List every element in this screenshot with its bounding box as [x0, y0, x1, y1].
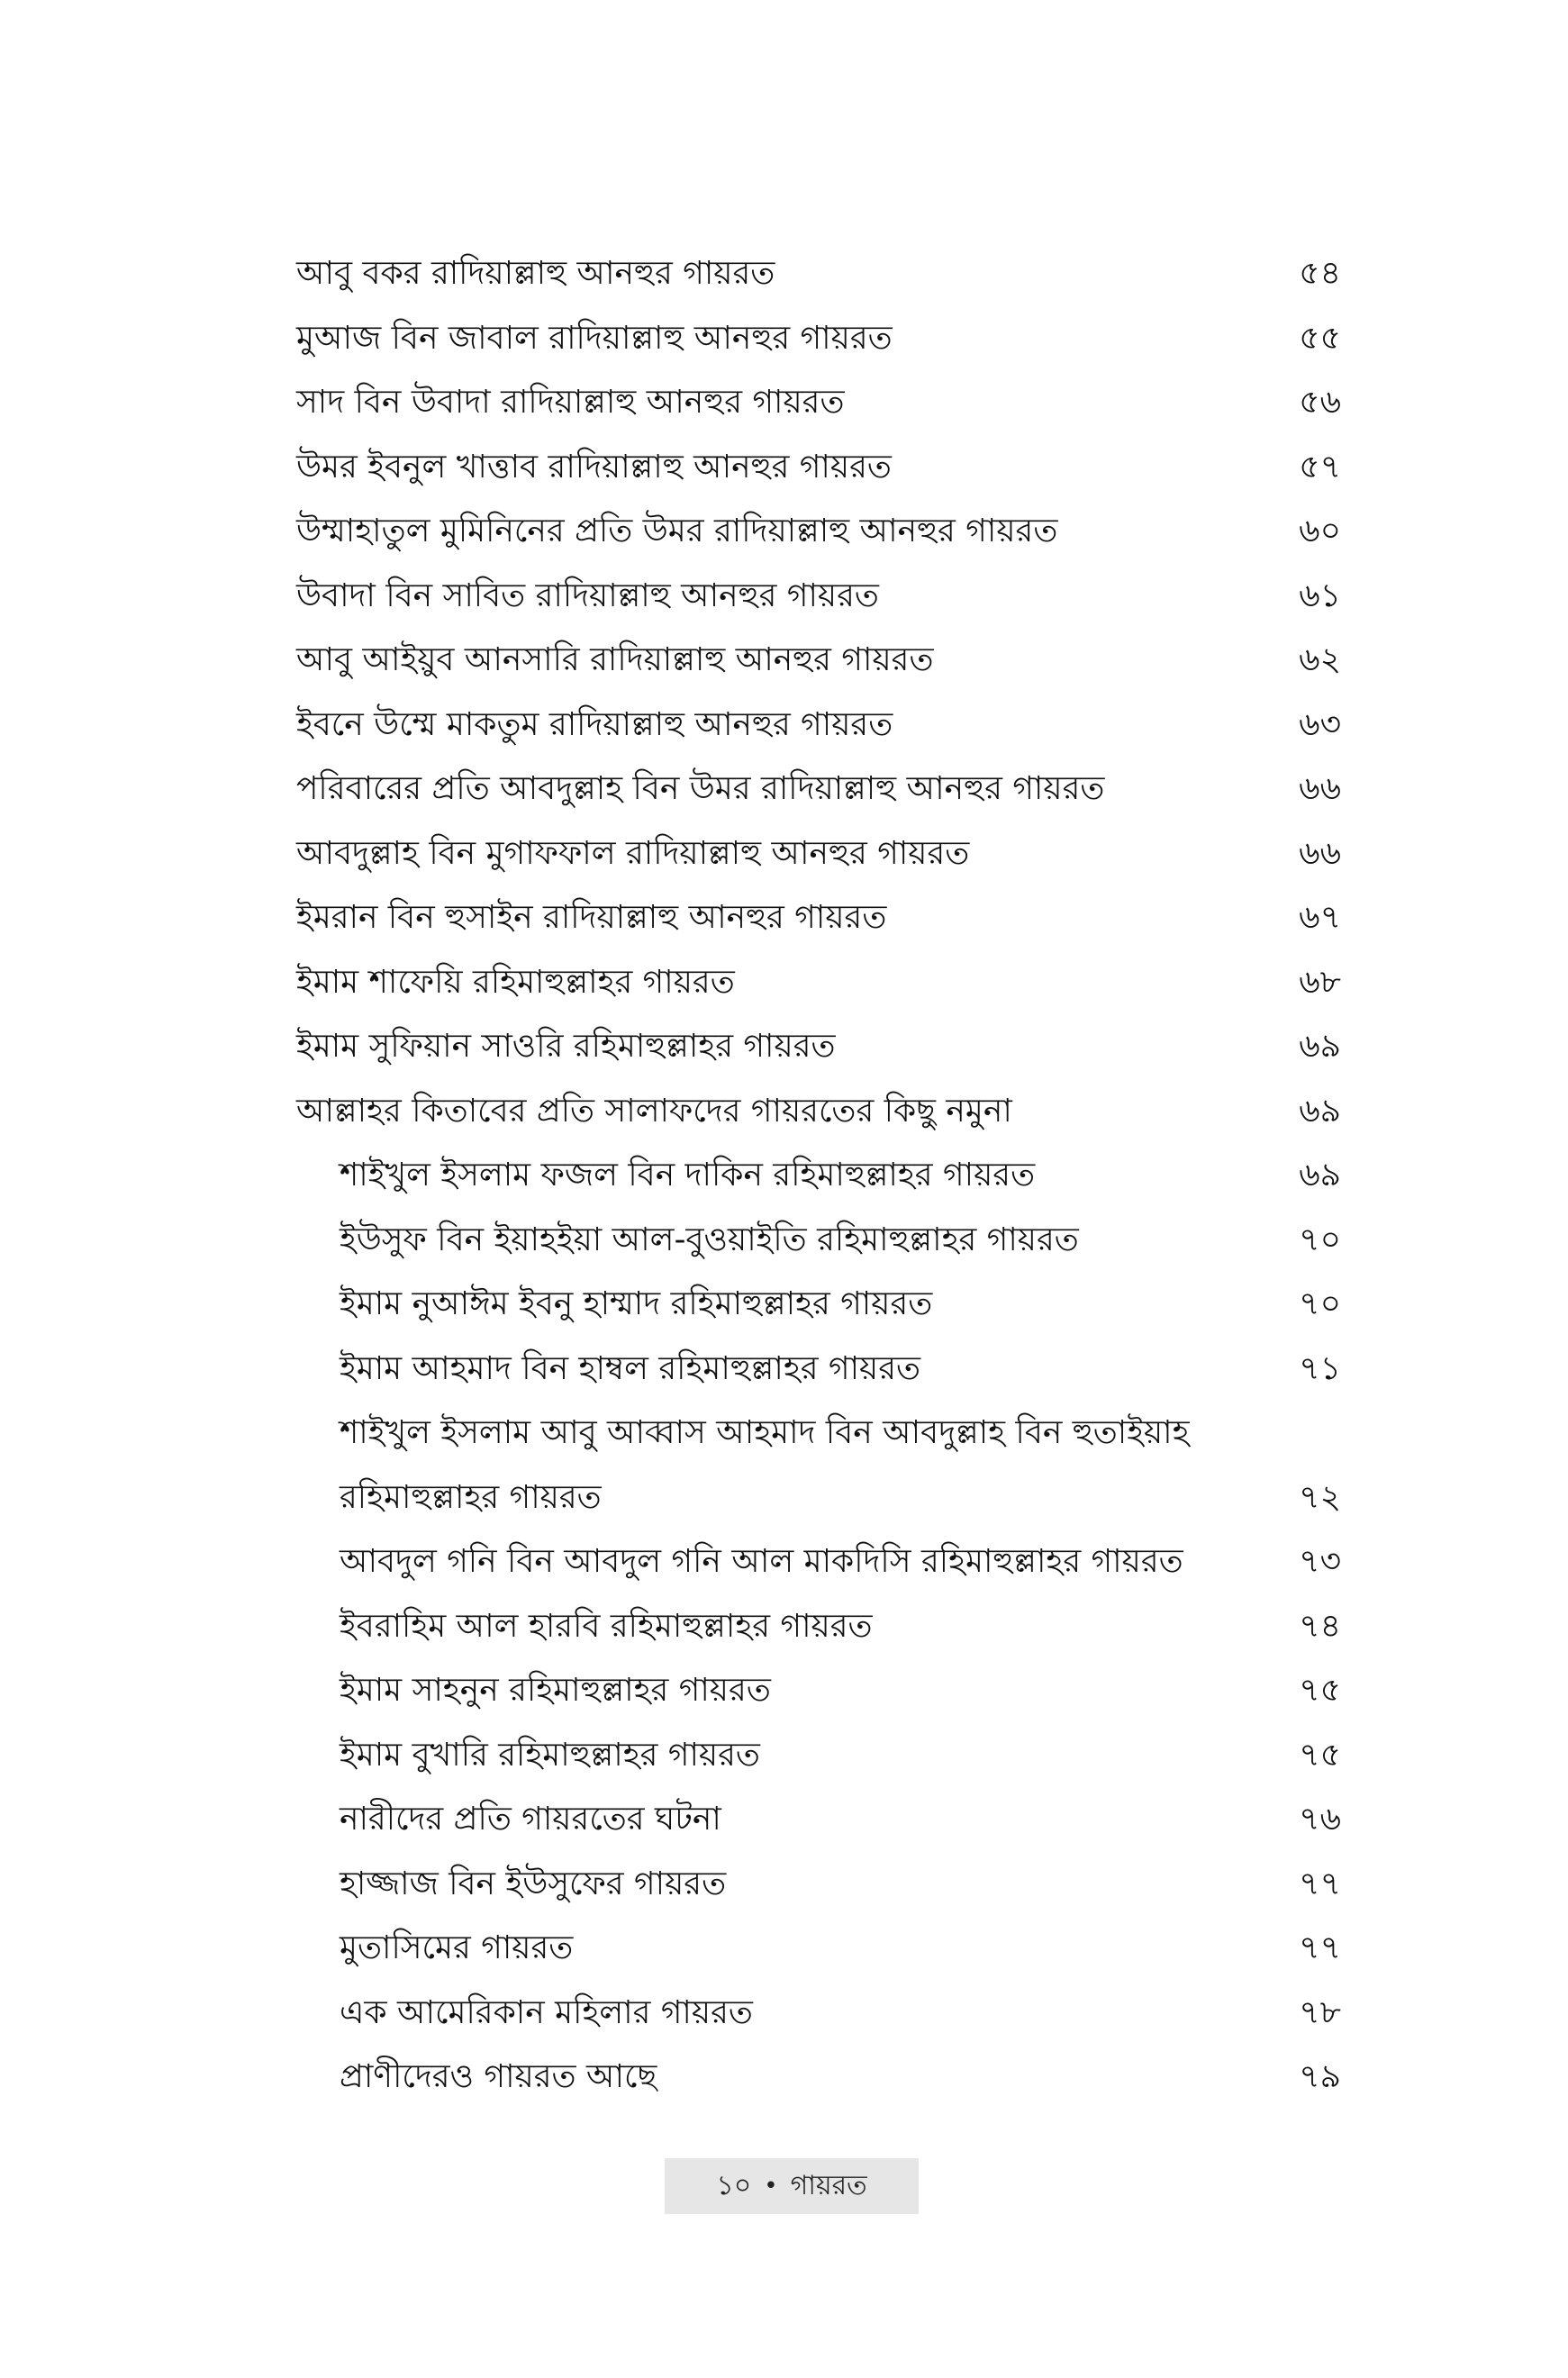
toc-entry	[296, 693, 1341, 758]
toc-sub-entry	[296, 1658, 1341, 1723]
toc-entry-title: ইমাম আহমাদ বিন হাম্বল রহিমাহুল্লাহর গায়রত	[340, 1349, 921, 1387]
toc-entry-title: এক আমেরিকান মহিলার গায়রত	[340, 1993, 753, 2031]
toc-entry-page: ৬২	[1299, 641, 1341, 678]
toc-entry	[296, 499, 1341, 564]
page-footer	[665, 2158, 919, 2214]
toc-sub-entry	[296, 1143, 1341, 1208]
toc-entry	[296, 564, 1341, 629]
toc-entry-page: ৭৭	[1299, 1865, 1341, 1902]
toc-entry-page: ৬১	[1299, 576, 1341, 614]
toc-entry-title: ইমাম সুফিয়ান সাওরি রহিমাহুল্লাহর গায়রত	[296, 1028, 836, 1065]
toc-entry-title: ইমাম নুআঈম ইবনু হাম্মাদ রহিমাহুল্লাহর গায়রত	[340, 1285, 933, 1322]
toc-entry-page: ৭৩	[1299, 1543, 1341, 1580]
toc-entry-title: ইবনে উম্মে মাকতুম রাদিয়াল্লাহু আনহুর গায়রত	[296, 705, 893, 743]
toc-entry	[296, 1079, 1341, 1144]
toc-entry-title: ইমরান বিন হুসাইন রাদিয়াল্লাহু আনহুর গায়রত	[296, 899, 887, 936]
toc-entry-title: শাইখুল ইসলাম ফজল বিন দাকিন রহিমাহুল্লাহর গায়রত	[340, 1157, 1036, 1194]
toc-entry-title: নারীদের প্রতি গায়রতের ঘটনা	[340, 1801, 721, 1838]
toc-sub-entry	[296, 1916, 1341, 1981]
toc-entry	[296, 628, 1341, 693]
toc-entry-page: ৭৭	[1299, 1929, 1341, 1966]
toc-entry-title: আবদুল গনি বিন আবদুল গনি আল মাকদিসি রহিমাহুল্লাহর গায়রত	[340, 1543, 1183, 1580]
toc-entry	[296, 757, 1341, 821]
toc-entry-page: ৬৯	[1299, 1028, 1341, 1065]
toc-entry-title: আবদুল্লাহ বিন মুগাফফাল রাদিয়াল্লাহু আনহুর গায়রত	[296, 834, 970, 872]
toc-sub-entry	[296, 1723, 1341, 1788]
toc-entry	[296, 950, 1341, 1015]
toc-entry-title: ইমাম বুখারি রহিমাহুল্লাহর গায়রত	[340, 1736, 760, 1774]
toc-entry-page: ৬৩	[1299, 705, 1341, 743]
toc-entry-title: ইবরাহিম আল হারবি রহিমাহুল্লাহর গায়রত	[340, 1607, 873, 1645]
toc-entry-title: মুআজ বিন জাবাল রাদিয়াল্লাহু আনহুর গায়রত	[296, 319, 893, 357]
toc-entry-page: ৭৫	[1299, 1672, 1341, 1709]
toc-entry-page: ৭৮	[1299, 1993, 1341, 2031]
toc-entry-title: আল্লাহর কিতাবের প্রতি সালাফদের গায়রতের কিছু নমুনা	[296, 1092, 1012, 1130]
toc-entry	[296, 241, 1341, 306]
toc-sub-entry	[296, 1594, 1341, 1659]
toc-entry	[296, 1014, 1341, 1079]
toc-entry-page: ৭৬	[1299, 1801, 1341, 1838]
toc-sub-entry	[296, 1337, 1341, 1402]
toc-sub-entry	[296, 1529, 1341, 1594]
toc-entry-title: পরিবারের প্রতি আবদুল্লাহ বিন উমর রাদিয়াল্লাহু আনহুর গায়রত	[296, 770, 1105, 807]
toc-entry-title: ইমাম শাফেয়ি রহিমাহুল্লাহর গায়রত	[296, 963, 735, 1001]
toc-sub-entry	[296, 1852, 1341, 1917]
toc-entry-title: উমর ইবনুল খাত্তাব রাদিয়াল্লাহু আনহুর গায়রত	[296, 448, 892, 486]
toc-entry-page: ৫৭	[1299, 448, 1341, 486]
toc-sub-entry	[296, 2045, 1341, 2110]
toc-sub-entry	[296, 1981, 1341, 2046]
toc-entry	[296, 370, 1341, 435]
toc-sub-entry	[296, 1401, 1341, 1529]
toc-entry-page: ৭১	[1299, 1349, 1341, 1387]
toc-entry-page: ৭৫	[1299, 1736, 1341, 1774]
toc-entry-page: ৫৫	[1299, 319, 1341, 357]
toc-entry	[296, 306, 1341, 371]
toc-entry-page: ৭০	[1299, 1285, 1341, 1322]
toc-entry	[296, 821, 1341, 886]
toc-entry-page: ৫৪	[1299, 255, 1341, 292]
footer-separator: •	[764, 2173, 778, 2200]
toc-entry-page: ৬৭	[1299, 899, 1341, 936]
toc-entry-page: ৬৬	[1299, 770, 1341, 807]
footer-page-number: ১০	[716, 2169, 752, 2201]
toc-entry-title: আবু বকর রাদিয়াল্লাহু আনহুর গায়রত	[296, 255, 775, 292]
toc-entry-title: প্রাণীদেরও গায়রত আছে	[340, 2058, 657, 2095]
toc-entry	[296, 435, 1341, 500]
toc-sub-entry	[296, 1787, 1341, 1852]
toc-entry-page: ৭৯	[1299, 2058, 1341, 2095]
toc-entry-title: সাদ বিন উবাদা রাদিয়াল্লাহু আনহুর গায়রত	[296, 384, 845, 421]
toc-entry-page: ৬৮	[1299, 963, 1341, 1001]
toc-entry-title: আবু আইয়ুব আনসারি রাদিয়াল্লাহু আনহুর গায়রত	[296, 641, 934, 678]
footer-book-title: গায়রত	[790, 2169, 867, 2201]
toc-entry-page: ৫৬	[1299, 384, 1341, 421]
toc-entry-page: ৭০	[1299, 1221, 1341, 1258]
toc-entry-title: উম্মাহাতুল মুমিনিনের প্রতি উমর রাদিয়াল্লাহু আনহুর গায়রত	[296, 513, 1058, 549]
toc-entry-title: উবাদা বিন সাবিত রাদিয়াল্লাহু আনহুর গায়রত	[296, 576, 879, 614]
toc-entry-page: ৭৪	[1299, 1607, 1341, 1645]
toc-sub-entry	[296, 1272, 1341, 1337]
toc-entry-page: ৬০	[1299, 513, 1341, 549]
toc-sub-entry	[296, 1208, 1341, 1273]
toc-entry-page: ৬৯	[1299, 1157, 1341, 1194]
toc-entry-page: ৭২	[1299, 1478, 1341, 1516]
toc-entry-page: ৬৯	[1299, 1092, 1341, 1130]
toc-entry-title: ইমাম সাহনুন রহিমাহুল্লাহর গায়রত	[340, 1672, 771, 1709]
table-of-contents	[296, 241, 1341, 2110]
toc-entry-title: ইউসুফ বিন ইয়াহইয়া আল-বুওয়াইতি রহিমাহুল্লাহর গায়রত	[340, 1221, 1079, 1258]
toc-entry-title: মুতাসিমের গায়রত	[340, 1929, 574, 1966]
toc-entry-title: হাজ্জাজ বিন ইউসুফের গায়রত	[340, 1865, 727, 1902]
toc-entry-title: শাইখুল ইসলাম আবু আব্বাস আহমাদ বিন আবদুল্লাহ বিন হুতাইয়াহ রহিমাহুল্লাহর গায়রত	[340, 1414, 1190, 1516]
toc-entry-page: ৬৬	[1299, 834, 1341, 872]
toc-entry	[296, 885, 1341, 950]
